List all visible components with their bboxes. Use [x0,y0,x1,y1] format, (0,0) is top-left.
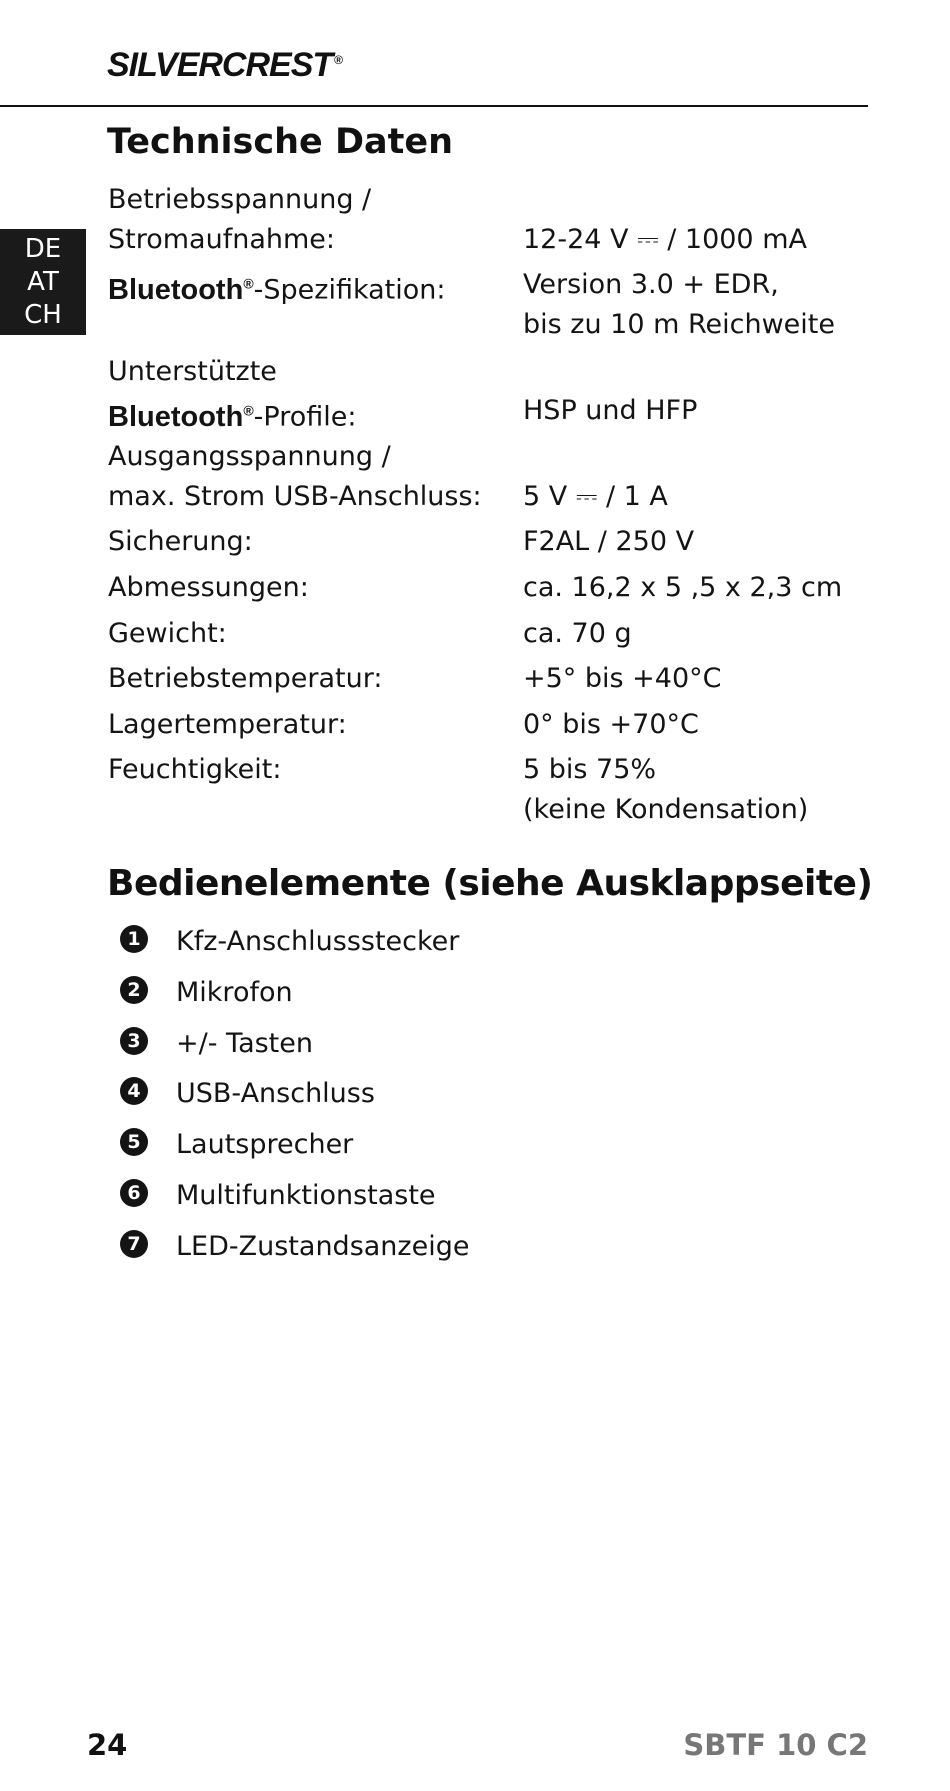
humidity-value-line1: 5 bis 75% [523,754,657,785]
control-item [120,976,293,1010]
model-number: SBTF 10 C2 [683,1728,868,1762]
control-label: Lautsprecher [176,1129,354,1160]
language-at: AT [27,267,59,297]
control-item [120,1027,313,1061]
output-label-line1: Ausgangsspannung / [108,441,391,472]
storage-temp-label: Lagertemperatur: [108,709,347,740]
bluetooth-brand: Bluetooth® [108,400,254,433]
profiles-label-line1: Unterstützte [108,356,277,387]
control-item [120,1077,375,1111]
fuse-value: F2AL / 250 V [523,526,695,557]
control-label: LED-Zustandsanzeige [176,1231,470,1262]
control-label: Kfz-Anschlussstecker [176,926,460,957]
language-tab [0,229,86,335]
bluetooth-brand: Bluetooth® [108,273,254,306]
bt-spec-value-line1: Version 3.0 + EDR, [523,269,779,300]
profiles-value: HSP und HFP [523,395,698,426]
number-badge-icon: 6 [120,1179,148,1207]
control-label: +/- Tasten [176,1028,313,1059]
control-label: Mikrofon [176,977,293,1008]
fuse-label: Sicherung: [108,526,253,557]
language-ch: CH [24,300,62,330]
output-value: 5 V ⎓ / 1 A [523,481,668,512]
op-temp-value: +5° bis +40°C [523,663,722,694]
voltage-label-line2: Stromaufnahme: [108,224,335,255]
header-rule [0,105,868,107]
language-de: DE [24,234,62,264]
control-item [120,1230,470,1264]
number-badge-icon: 2 [120,976,148,1004]
weight-value: ca. 70 g [523,618,632,649]
storage-temp-value: 0° bis +70°C [523,709,699,740]
page-number: 24 [87,1728,128,1762]
op-temp-label: Betriebstemperatur: [108,663,383,694]
control-item [120,1128,354,1162]
voltage-label-line1: Betriebsspannung / [108,184,372,215]
controls-title: Bedienelemente (siehe Ausklappseite) [107,863,873,904]
control-item [120,925,460,959]
profiles-label: Bluetooth®-Profile: [108,400,357,433]
brand-logo: SILVERCREST ® [107,46,343,84]
number-badge-icon: 5 [120,1128,148,1156]
voltage-value: 12-24 V ⎓ / 1000 mA [523,224,807,255]
control-label: Multifunktionstaste [176,1180,436,1211]
bt-spec-label: Bluetooth®-Spezifikation: [108,273,446,306]
output-label-line2: max. Strom USB-Anschluss: [108,481,482,512]
number-badge-icon: 7 [120,1230,148,1258]
humidity-label: Feuchtigkeit: [108,754,282,785]
control-item [120,1179,436,1213]
bt-spec-value-line2: bis zu 10 m Reichweite [523,309,835,340]
dimensions-value: ca. 16,2 x 5 ,5 x 2,3 cm [523,572,843,603]
control-label: USB-Anschluss [176,1078,375,1109]
number-badge-icon: 4 [120,1077,148,1105]
dimensions-label: Abmessungen: [108,572,309,603]
number-badge-icon: 1 [120,925,148,953]
number-badge-icon: 3 [120,1027,148,1055]
page-title: Technische Daten [107,122,454,162]
humidity-value-line2: (keine Kondensation) [523,794,809,825]
weight-label: Gewicht: [108,618,227,649]
